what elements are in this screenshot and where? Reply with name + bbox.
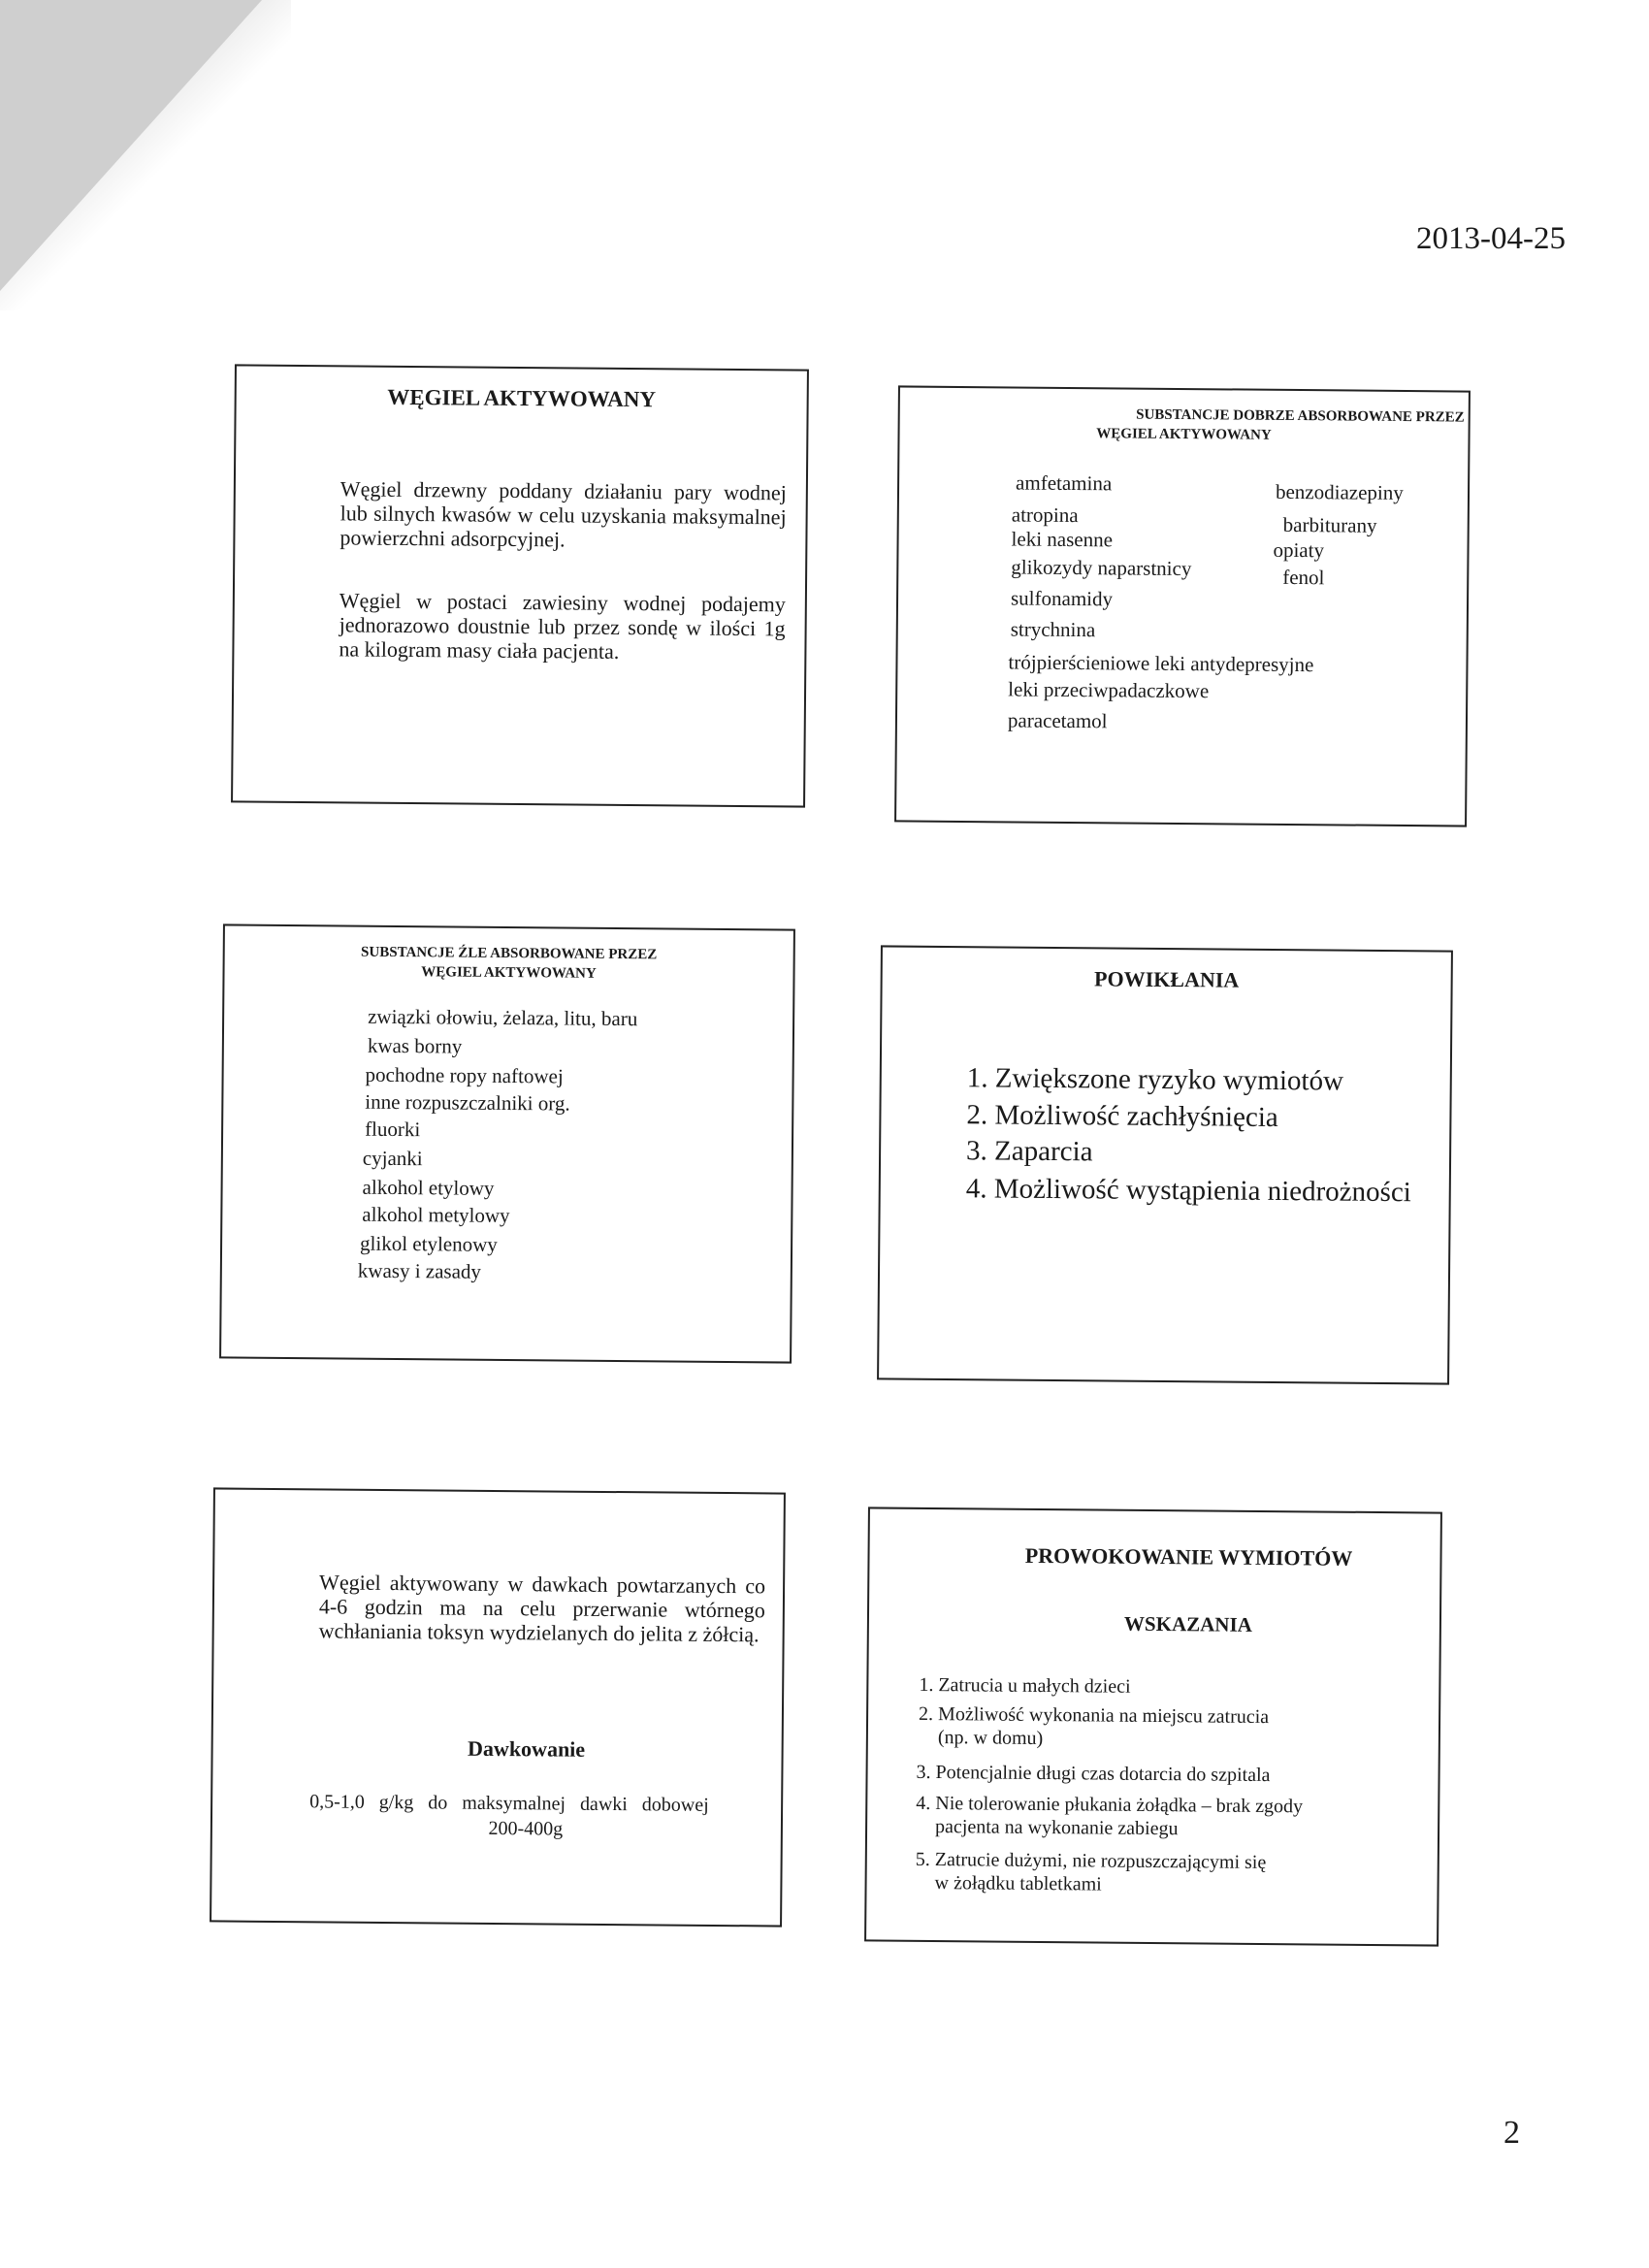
slide-paragraph: Węgiel w postaci zawiesiny wodnej podajemy jednorazowo doustnie lub przez sondę w ilości 1g na kilogram masy ciała pacjenta. — [339, 588, 786, 664]
list-item: 3. Zaparcia — [965, 1135, 1093, 1168]
list-item: glikozydy naparstnicy — [1011, 555, 1192, 581]
list-item: inne rozpuszczalniki org. — [365, 1089, 570, 1116]
slide-title: PROWOKOWANIE WYMIOTÓW — [1024, 1542, 1353, 1571]
list-item: kwas borny — [367, 1033, 463, 1058]
page-number: 2 — [1504, 2115, 1520, 2151]
slide-title-line: WĘGIEL AKTYWOWANY — [1096, 426, 1272, 443]
slide-title-line: WĘGIEL AKTYWOWANY — [421, 964, 597, 982]
list-item: pochodne ropy naftowej — [365, 1062, 564, 1088]
list-item: alkohol etylowy — [362, 1175, 495, 1200]
slide-paragraph: Węgiel drzewny poddany działaniu pary wodnej lub silnych kwasów w celu uzyskania maksymalnej powierzchni adsorpcyjnej. — [340, 476, 787, 552]
list-item: kwasy i zasady — [357, 1258, 482, 1283]
list-item-continuation: (np. w domu) — [937, 1727, 1044, 1750]
list-item: 5. Zatrucie dużymi, nie rozpuszczającymi się — [915, 1848, 1267, 1874]
dosage-heading: Dawkowanie — [468, 1735, 586, 1762]
list-item: fluorki — [365, 1117, 421, 1142]
header-date: 2013-04-25 — [1416, 221, 1566, 256]
slide-title: WĘGIEL AKTYWOWANY — [387, 384, 657, 412]
slide-title: POWIKŁANIA — [1094, 966, 1240, 992]
list-item: amfetamina — [1016, 470, 1113, 496]
folded-corner — [0, 0, 262, 291]
slide-dawkowanie — [210, 1487, 786, 1927]
slide-paragraph: Węgiel aktywowany w dawkach powtarzanych co 4-6 godzin ma na celu przerwanie wtórnego wchłaniania toksyn wydzielanych do jelita z żółcią. — [318, 1570, 766, 1647]
slide-substancje-dobrze-absorbowane — [894, 385, 1471, 826]
dosage-line: 200-400g — [488, 1817, 564, 1840]
slide-prowokowanie-wymiotow — [864, 1507, 1442, 1946]
list-item: 3. Potencjalnie długi czas dotarcia do szpitala — [916, 1761, 1271, 1787]
list-item: opiaty — [1273, 537, 1325, 563]
list-item: barbiturany — [1282, 512, 1377, 537]
list-item: paracetamol — [1007, 708, 1108, 733]
slide-subtitle: WSKAZANIA — [1123, 1611, 1252, 1636]
slide-substancje-zle-absorbowane — [219, 923, 795, 1363]
list-item: benzodiazepiny — [1275, 479, 1404, 504]
list-item: strychnina — [1010, 617, 1096, 642]
list-item: leki przeciwpadaczkowe — [1008, 677, 1210, 703]
list-item: 2. Możliwość zachłyśnięcia — [966, 1099, 1278, 1134]
slide-wegiel-aktywowany — [231, 364, 809, 807]
list-item: 1. Zwiększone ryzyko wymiotów — [966, 1062, 1344, 1097]
list-item: 2. Możliwość wykonania na miejscu zatrucia — [919, 1702, 1270, 1729]
list-item: związki ołowiu, żelaza, litu, baru — [368, 1004, 638, 1031]
list-item: atropina — [1011, 502, 1079, 528]
list-item: trójpierścieniowe leki antydepresyjne — [1008, 650, 1314, 677]
list-item: leki nasenne — [1011, 527, 1114, 552]
list-item: 4. Możliwość wystąpienia niedrożności — [965, 1173, 1411, 1209]
list-item: 4. Nie tolerowanie płukania żołądka – brak zgody — [916, 1792, 1304, 1818]
slide-title-line: SUBSTANCJE DOBRZE ABSORBOWANE PRZEZ — [1136, 406, 1465, 426]
list-item: 1. Zatrucia u małych dzieci — [919, 1673, 1131, 1698]
dosage-line: 0,5-1,0 g/kg do maksymalnej dawki dobowej — [309, 1791, 709, 1816]
list-item: cyjanki — [362, 1146, 423, 1171]
list-item: glikol etylenowy — [359, 1231, 498, 1256]
slide-powiklania — [877, 945, 1453, 1384]
list-item: sulfonamidy — [1010, 586, 1114, 611]
list-item: fenol — [1282, 565, 1325, 590]
slide-title-line: SUBSTANCJE ŹLE ABSORBOWANE PRZEZ — [361, 944, 658, 963]
list-item-continuation: w żołądku tabletkami — [934, 1872, 1102, 1895]
list-item-continuation: pacjenta na wykonanie zabiegu — [934, 1816, 1179, 1840]
list-item: alkohol metylowy — [362, 1202, 510, 1228]
